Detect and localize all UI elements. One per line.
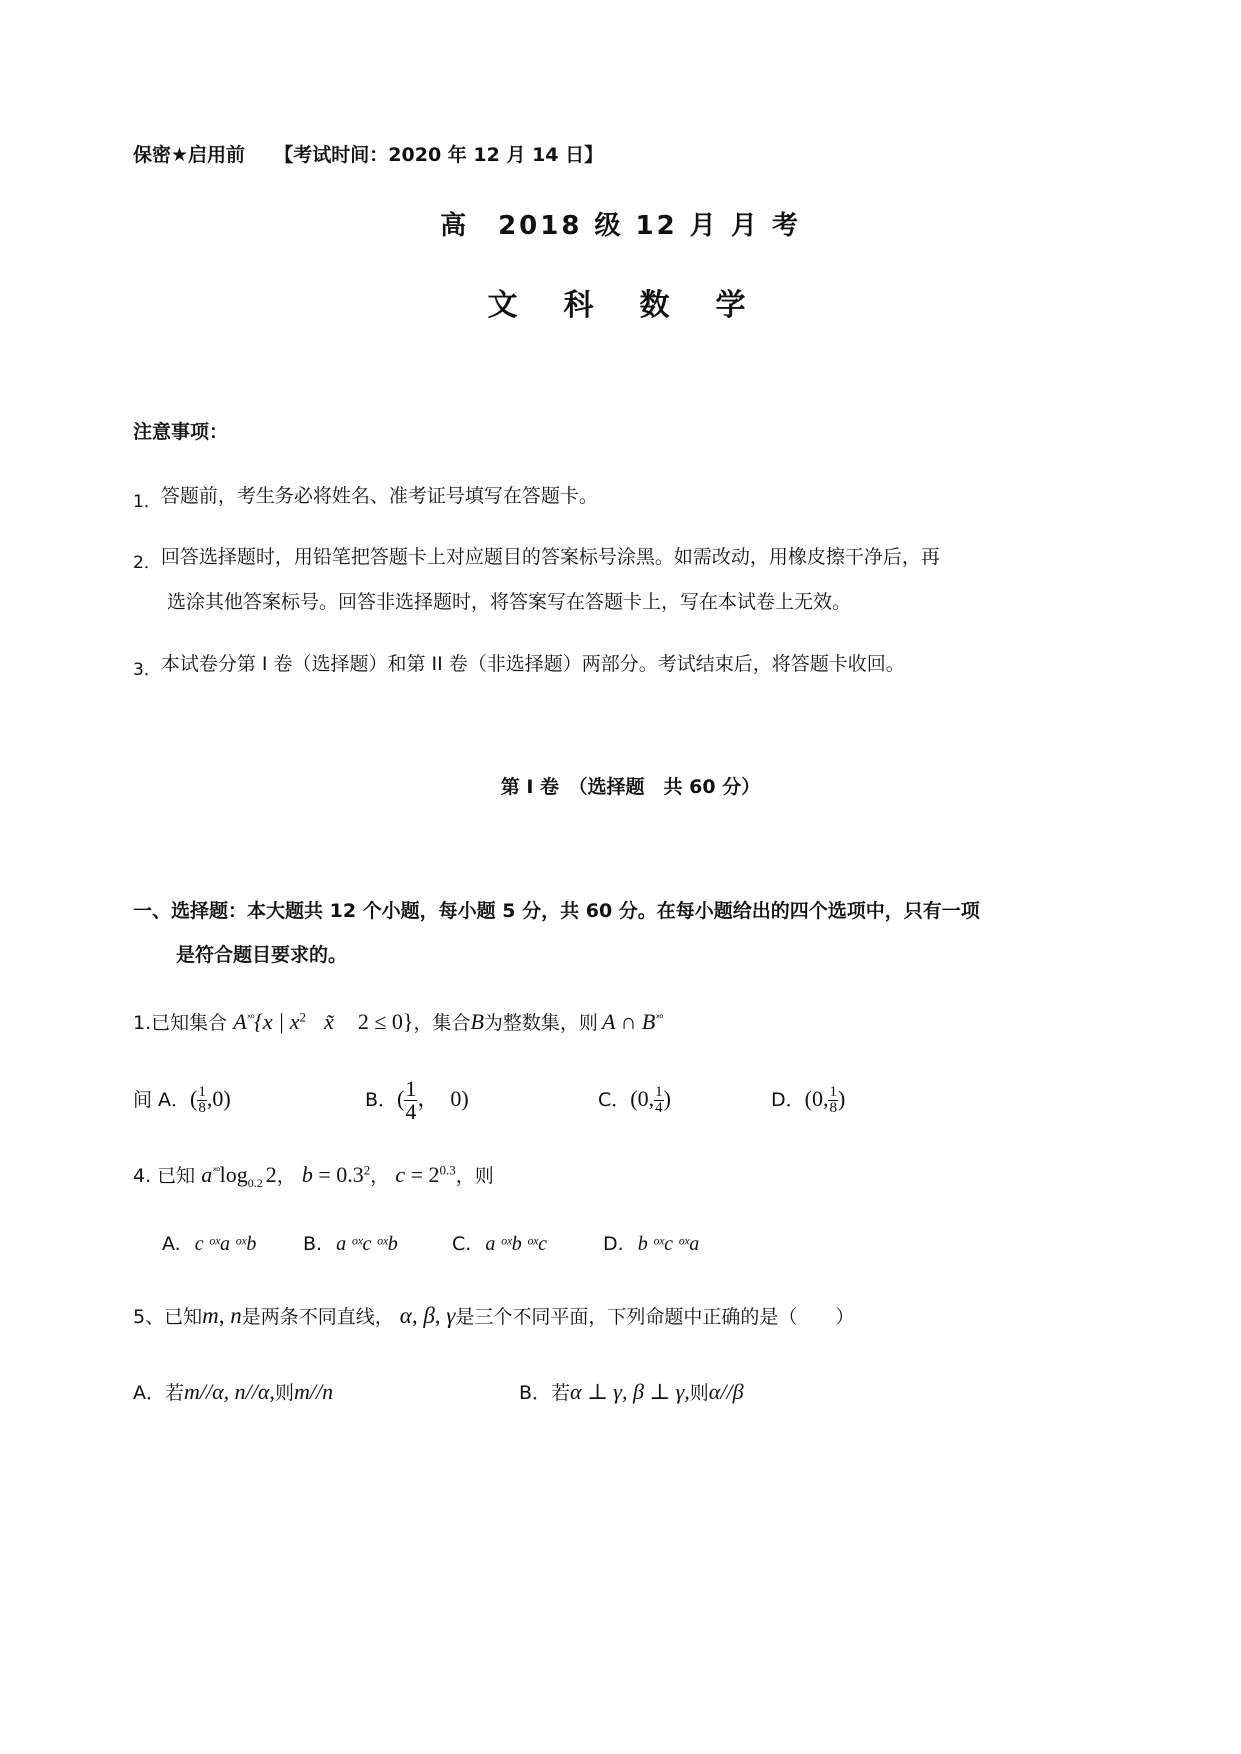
log-arg: 2 — [265, 1162, 277, 1187]
notice-text: 答题前，考生务必将姓名、准考证号填写在答题卡。 — [160, 485, 598, 507]
option-label: C． — [598, 1089, 631, 1111]
q4-option-b — [303, 1233, 398, 1256]
garbled-symbol: ˣᵒ — [212, 1164, 220, 1178]
lines-mn: m, n — [202, 1303, 242, 1328]
x-term: x̃ — [324, 1009, 334, 1034]
option-expr: m//α, n//α, — [184, 1379, 275, 1404]
q1-option-d — [771, 1085, 845, 1116]
fraction: $\frac{1}{8}$ — [198, 1084, 206, 1116]
q1-option-b — [365, 1078, 469, 1123]
secret-mark: 保密★启用前 — [133, 144, 246, 166]
option-label: B．若 — [519, 1382, 571, 1404]
notice-text: 本试卷分第 I 卷（选择题）和第 II 卷（非选择题）两部分。考试结束后，将答题卡收回。 — [160, 653, 905, 675]
option-label: B． — [365, 1089, 398, 1111]
q5-prefix: 5、已知 — [133, 1306, 203, 1328]
q4-option-a — [162, 1233, 256, 1256]
confidential-header — [133, 140, 603, 167]
option-label: A．若 — [133, 1382, 184, 1404]
exponent: 2 — [363, 1162, 371, 1178]
b-value: = 0.3 — [312, 1162, 364, 1187]
q4-suffix: ，则 — [455, 1165, 494, 1187]
option-expr: a ᵒˣc ᵒˣb — [336, 1233, 398, 1255]
log-fn: log — [219, 1162, 248, 1187]
notice-item-2-cont: 选涂其他答案标号。回答非选择题时，将答案写在答题卡上，写在本试卷上无效。 — [167, 591, 852, 613]
log-base: 0.2 — [247, 1175, 263, 1190]
paren: ( — [190, 1086, 198, 1111]
notice-num: 1． — [133, 492, 161, 512]
var-c: c — [395, 1162, 406, 1187]
paren: ) — [663, 1086, 671, 1111]
planes: α, β, γ — [399, 1303, 456, 1328]
var-a: a — [201, 1162, 213, 1187]
paren: ( — [397, 1086, 405, 1111]
option-then: 则 — [689, 1382, 709, 1404]
q4-option-c — [452, 1233, 547, 1256]
option-label: C. — [452, 1233, 472, 1255]
option-result: α//β — [708, 1379, 744, 1404]
q1-mid: ，集合 — [413, 1012, 471, 1034]
q5-option-b — [519, 1378, 744, 1405]
option-expr: b ᵒˣc ᵒˣa — [637, 1233, 700, 1255]
option-label: D. — [603, 1233, 624, 1255]
part-number: 一、 — [133, 900, 172, 922]
question-4 — [133, 1161, 494, 1191]
paren: (0, — [630, 1086, 655, 1111]
option-then: 则 — [274, 1382, 294, 1404]
notice-text: 回答选择题时，用铅笔把答题卡上对应题目的答案标号涂黑。如需改动，用橡皮擦干净后，再 — [160, 546, 940, 568]
option-expr: c ᵒˣa ᵒˣb — [194, 1233, 257, 1255]
c-value: = 2 — [405, 1162, 440, 1187]
q1-option-c — [598, 1085, 671, 1116]
garbled-symbol: ˣᵒ — [246, 1011, 255, 1025]
notice-item-2 — [133, 542, 940, 573]
option-label: 间 A． — [133, 1089, 191, 1111]
question-5 — [133, 1302, 854, 1329]
notice-num: 2． — [133, 553, 161, 573]
paren: ,0) — [206, 1086, 231, 1111]
set-a: A — [233, 1009, 247, 1034]
option-label: A. — [162, 1233, 181, 1255]
paren: ) — [837, 1086, 846, 1111]
exponent: 2 — [299, 1009, 306, 1025]
option-label: B. — [303, 1233, 323, 1255]
q1-prefix: 1.已知集合 — [133, 1012, 228, 1034]
q5-mid: 是两条不同直线， — [241, 1306, 394, 1328]
fraction: $\frac{1}{4}$ — [655, 1084, 663, 1116]
notice-item-1 — [133, 481, 598, 512]
separator: ， — [276, 1165, 296, 1187]
part-heading-cont: 是符合题目要求的。 — [176, 944, 348, 966]
paren: (0, — [804, 1086, 829, 1111]
option-expr: a ᵒˣb ᵒˣc — [485, 1233, 547, 1255]
separator: ， — [370, 1165, 390, 1187]
set-tail: 2 ≤ 0} — [357, 1009, 414, 1034]
q4-option-d — [603, 1233, 699, 1256]
exam-time: 【考试时间：2020 年 12 月 14 日】 — [274, 144, 604, 166]
subject-title: 文 科 数 学 — [487, 288, 754, 323]
paren: ， 0) — [417, 1086, 469, 1111]
option-label: D． — [771, 1089, 805, 1111]
q4-prefix: 4. 已知 — [133, 1165, 196, 1187]
notice-num: 3． — [133, 660, 161, 680]
intersection: A ∩ B — [601, 1009, 656, 1034]
q1-option-a — [133, 1085, 231, 1116]
part-heading — [133, 896, 980, 923]
garbled-symbol: ˣᵒ — [655, 1011, 663, 1025]
fraction: $\frac{1}{8}$ — [829, 1084, 837, 1116]
exponent: 0.3 — [439, 1162, 456, 1178]
var-b: b — [301, 1162, 313, 1187]
q5-suffix: 是三个不同平面，下列命题中正确的是（ ） — [455, 1306, 855, 1328]
option-result: m//n — [293, 1379, 334, 1404]
set-b: B — [470, 1009, 484, 1034]
notice-item-3 — [133, 649, 905, 680]
section-title: 第 I 卷 （选择题 共 60 分） — [500, 776, 761, 798]
set-definition: {x | x — [254, 1009, 300, 1034]
fraction: $\frac{1}{4}$ — [405, 1076, 417, 1124]
q5-option-a — [133, 1378, 333, 1405]
question-1 — [133, 1008, 663, 1035]
part-text: 选择题：本大题共 12 个小题，每小题 5 分，共 60 分。在每小题给出的四个选项中，只有一项 — [171, 900, 980, 922]
q1-mid2: 为整数集，则 — [483, 1012, 598, 1034]
exam-title: 高 2018 级 12 月 月 考 — [440, 211, 801, 241]
notice-heading: 注意事项： — [133, 421, 229, 443]
option-expr: α ⊥ γ, β ⊥ γ, — [570, 1379, 690, 1404]
